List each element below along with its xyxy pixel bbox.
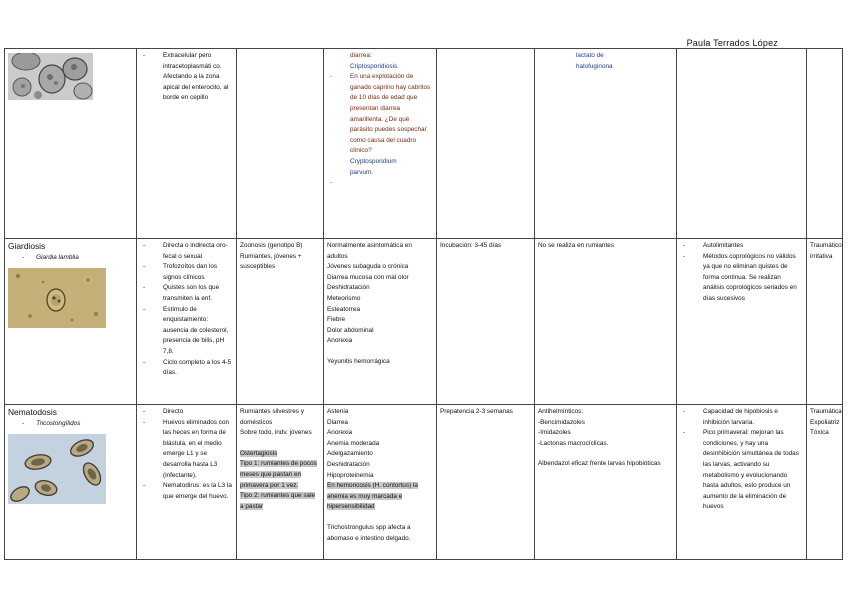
- cell-incubation: [437, 239, 535, 405]
- species-name: - Tricostongílidos: [22, 419, 133, 430]
- cell-pathogenic: [807, 239, 843, 405]
- ostertagiosis-type2: Tipo 2: rumiantes que sale a pastar: [240, 492, 316, 510]
- cell-treatment: [535, 49, 677, 239]
- cell-clinical: [324, 49, 437, 239]
- list-item: - Extracelular pero intracetoplasmáti co. Afectando a la zona apical del enterocito, al borde en cepillo: [163, 51, 233, 104]
- incubation-text: Prepatencia 2-3 semanas: [440, 408, 513, 415]
- sign-item: Anemia moderada: [327, 439, 380, 447]
- author-name: Paula Terrados López: [686, 38, 778, 48]
- cell-disease: [5, 49, 137, 239]
- case-question: - En una explotación de ganado caprino hay cabritos de 10 días de edad que presentan diarrea amarillenta. ¿De qué parásito puedes sospechar como causa del cuadro clínico? Cryptosporidium parvum.: [350, 72, 433, 178]
- sign-item: Meteorismo: [327, 294, 361, 302]
- sign-item: Hipoproteinemia: [327, 471, 374, 479]
- hosts-text: Rumiantes, jóvenes + susceptibles: [240, 252, 302, 271]
- disease-name: Giardiosis: [8, 241, 46, 251]
- sign-item: Jóvenes subaguda o crónica: [327, 263, 409, 271]
- cell-pathogenic: [807, 405, 843, 560]
- haemonchosis-note: En hemoncosis (H. contortus) la anemia es muy marcada e hipersensibilidad: [327, 482, 418, 511]
- list-item: - Ciclo completo a los 4-5 días.: [163, 358, 233, 379]
- cell-incubation: [437, 49, 535, 239]
- sign-item: Esteatorrea: [327, 305, 361, 313]
- treatment-title: Antihelmínticos:: [538, 408, 584, 415]
- sign-item: Diarrea mucosa con mal olor: [327, 273, 409, 281]
- treatment-text: No se realiza en rumiantes: [538, 242, 615, 249]
- giardia-micrograph-icon: [8, 268, 106, 328]
- sign-item: Yeyunitis hemorrágica: [327, 357, 390, 365]
- cell-disease: [5, 405, 137, 560]
- clinical-text: diarrea:: [350, 52, 372, 59]
- sign-item: Anorexia: [327, 429, 353, 437]
- cell-clinical: [324, 405, 437, 560]
- list-item: - Quistes son los que transmiten la enf.: [163, 283, 233, 304]
- treatment-text: lactato de: [576, 52, 604, 59]
- sign-item: Fiebre: [327, 316, 346, 324]
- list-item: - Directo: [163, 407, 233, 418]
- cell-hosts: [237, 49, 324, 239]
- sign-item: Diarrea: [327, 418, 348, 426]
- treatment-item: -Imidazoles: [538, 429, 571, 437]
- hosts-text: Sobre todo, indv. jóvenes: [240, 429, 312, 437]
- list-item: - Huevos eliminados con las heces en forma de blástula, en el medio emerge L1 y se desarrolla hasta L3 (infectante).: [163, 418, 233, 482]
- sign-item: Deshidratación: [327, 284, 370, 292]
- table-row: [5, 239, 843, 405]
- table-row: [5, 405, 843, 560]
- treatment-item: -Lactonas macrocíclicas.: [538, 439, 609, 447]
- sign-item: Anorexia: [327, 337, 353, 345]
- sign-item: Astenia: [327, 408, 349, 415]
- sign-item: Deshidratación: [327, 460, 370, 468]
- cell-hosts: [237, 239, 324, 405]
- treatment-note: Albendazol eficaz frente larvas hipobióticas: [538, 460, 661, 468]
- treatment-text: halofuginona: [576, 62, 613, 70]
- cell-control: [677, 49, 807, 239]
- incubation-text: Incubación: 3-45 días: [440, 242, 502, 249]
- cell-disease: [5, 239, 137, 405]
- clinical-text: Criptosporidiosis: [350, 62, 398, 70]
- trichostrongylus-note: Trichostrongulus spp afecta a abomaso e intestino delgado.: [327, 523, 411, 542]
- species-name: - Giardia lamblia: [22, 253, 133, 264]
- sign-item: Adelgazamiento: [327, 450, 373, 458]
- parasitology-table: [4, 48, 843, 560]
- list-item: - Directa o indirecta oro-fecal o sexual: [163, 241, 233, 262]
- sign-item: Dolor abdominal: [327, 326, 374, 334]
- answer-text: parvum.: [350, 168, 374, 176]
- ostertagiosis-type1: Tipo 1: rumiantes de pocos meses que pastan en primavera por 1 vez.: [240, 460, 317, 489]
- cell-transmission: [137, 49, 237, 239]
- list-item: - Pico primaveral: mejoran las condiciones, y hay una desinhibición simultánea de todas las larvas, activando su metabolismo y evolucionando hasta adultos, esto produce un aumento de la eliminación de huevos: [703, 428, 803, 513]
- pathogenic-text: Traumático irritativa: [810, 242, 842, 260]
- table-row: [5, 49, 843, 239]
- list-item: - Trofozoítos dan los signos clínicos: [163, 262, 233, 283]
- list-item: - Estímulo de enquistamiento: ausencia de colesterol, presencia de bilis, pH 7,8.: [163, 305, 233, 358]
- cell-control: [677, 405, 807, 560]
- cell-treatment: [535, 405, 677, 560]
- ostertagiosis-title: Ostertagiosis: [240, 449, 278, 457]
- sign-item: Normalmente asintomática en adultos: [327, 242, 412, 260]
- answer-text: Cryptosporidium: [350, 157, 397, 165]
- cell-transmission: [137, 405, 237, 560]
- oocyst-micrograph-icon: [8, 53, 93, 100]
- cell-pathogenic: [807, 49, 843, 239]
- list-item: - Métodos coprológicos no válidos ya que no eliminan quistes de forma continua. Se realizan análisis coprológicos seriados en días sucesivos: [703, 252, 803, 305]
- cell-hosts: [237, 405, 324, 560]
- disease-name: Nematodosis: [8, 407, 57, 417]
- cell-clinical: [324, 239, 437, 405]
- cell-incubation: [437, 405, 535, 560]
- treatment-item: -Bencimidazoles: [538, 418, 585, 426]
- cell-transmission: [137, 239, 237, 405]
- list-item: - Capacidad de hipobiosis e inhibición larvaria.: [703, 407, 803, 428]
- list-item: - Nematodirus: es la L3 la que emerge del huevo.: [163, 481, 233, 502]
- cell-control: [677, 239, 807, 405]
- pathogenic-text: Traumática Expoliatriz Tóxica: [810, 408, 842, 437]
- hosts-text: Rumiantes silvestres y domésticos: [240, 408, 304, 426]
- hosts-text: Zoonosis (genotipo B): [240, 242, 303, 249]
- list-item: - Autolimitantes: [703, 241, 803, 252]
- cell-treatment: [535, 239, 677, 405]
- nematode-eggs-micrograph-icon: [8, 434, 106, 504]
